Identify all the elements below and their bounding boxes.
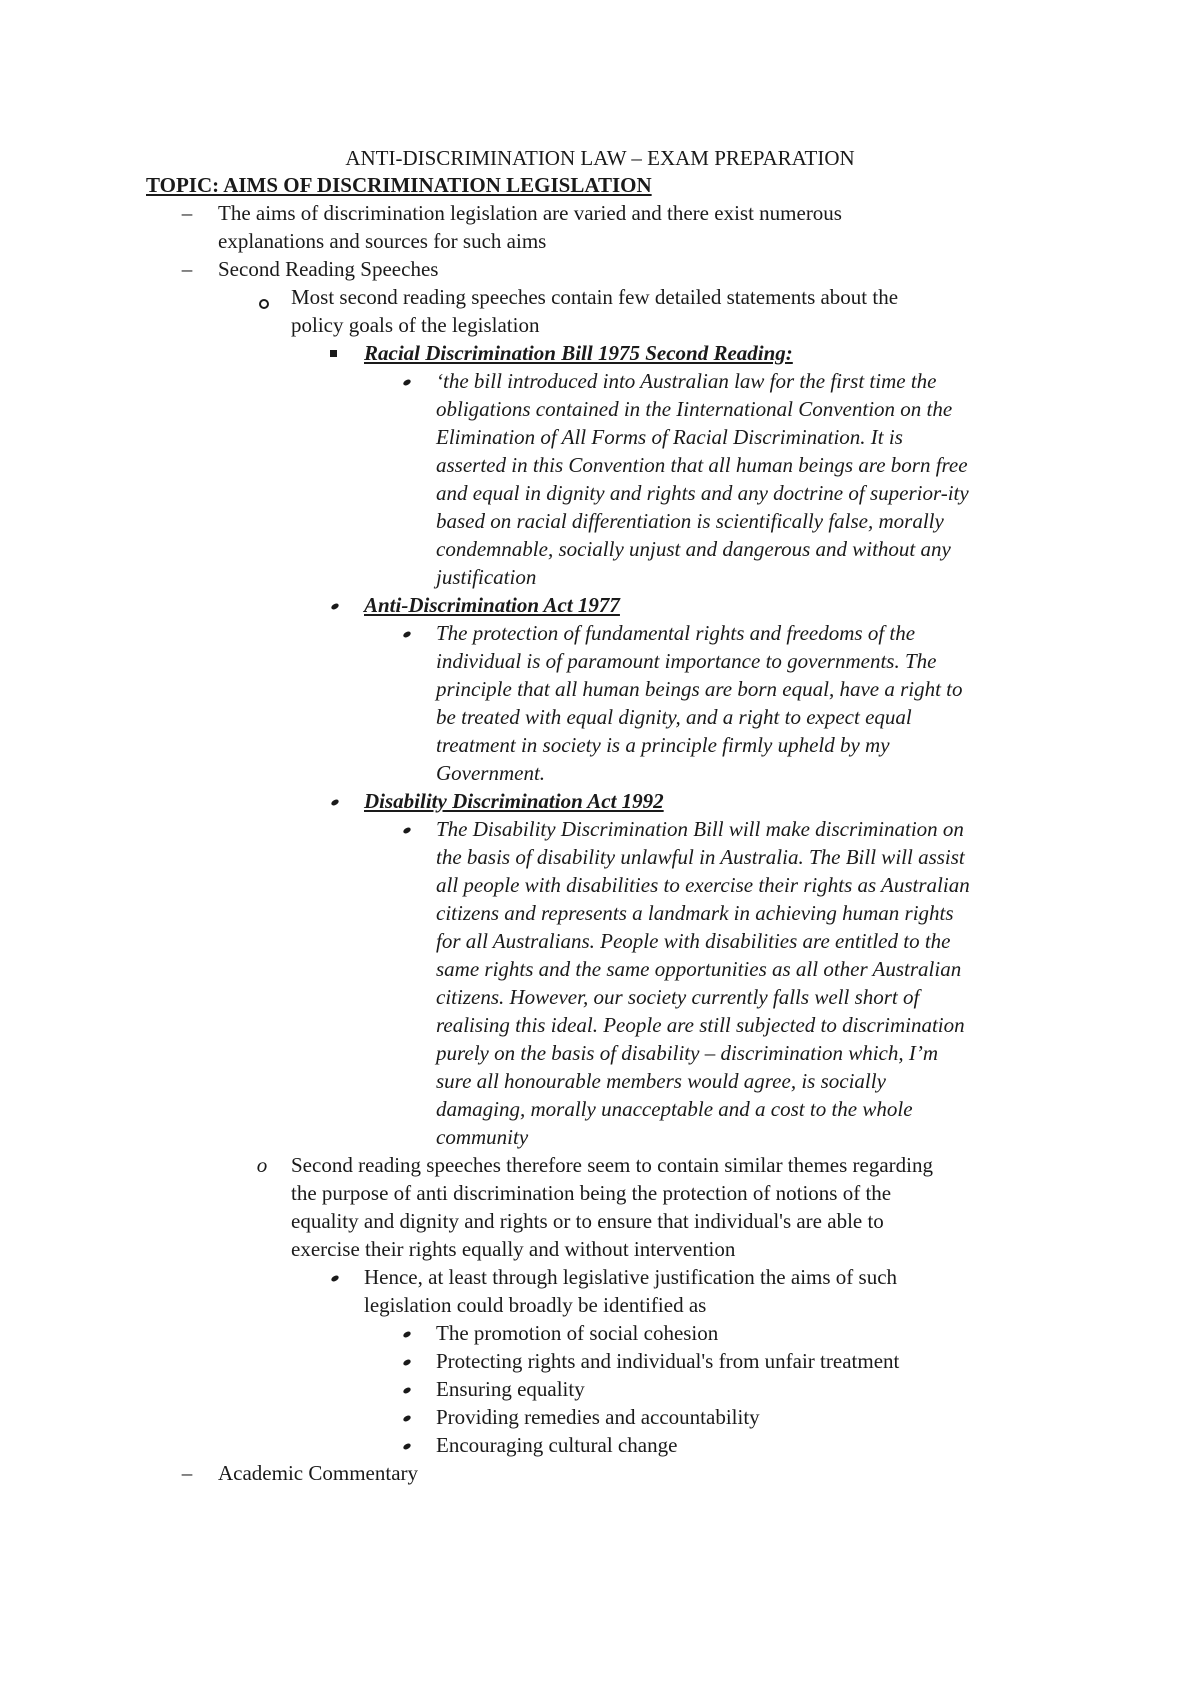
text-line: The aims of discrimination legislation are varied and there exist numerous [218,201,842,225]
text-line: Academic Commentary [218,1461,419,1485]
quote-line: treatment in society is a principle firmly upheld by my [436,733,890,757]
list-item: The promotion of social cohesion [436,1321,719,1345]
section-heading: Anti-Discrimination Act 1977 [364,593,620,617]
section-heading: Disability Discrimination Act 1992 [364,789,664,813]
quote-line: the basis of disability unlawful in Australia. The Bill will assist [436,845,965,869]
dash-bullet: – [181,201,193,225]
text-line: legislation could broadly be identified as [364,1293,707,1317]
quote-line: community [436,1125,529,1149]
quote-line: based on racial differentiation is scientifically false, morally [436,509,944,533]
text-line: explanations and sources for such aims [218,229,547,253]
quote-line: The protection of fundamental rights and freedoms of the [436,621,916,645]
o-bullet: o [256,1153,268,1177]
quote-line: obligations contained in the Iinternational Convention on the [436,397,953,421]
quote-line: purely on the basis of disability – discrimination which, I’m [436,1041,939,1065]
quote-line: damaging, morally unacceptable and a cost to the whole [436,1097,913,1121]
quote-line: principle that all human beings are born equal, have a right to [436,677,963,701]
quote-line: realising this ideal. People are still subjected to discrimination [436,1013,965,1037]
square-bullet-icon [330,350,337,357]
quote-line: condemnable, socially unjust and dangerous and without any [436,537,951,561]
text-line: equality and dignity and rights or to ensure that individual's are able to [291,1209,884,1233]
document-title: ANTI-DISCRIMINATION LAW – EXAM PREPARATION [345,146,855,170]
round-bullet-icon [330,1274,339,1282]
quote-line: individual is of paramount importance to governments. The [436,649,937,673]
circle-bullet-icon [259,299,269,309]
quote-line: for all Australians. People with disabilities are entitled to the [436,929,951,953]
quote-line: and equal in dignity and rights and any doctrine of superior-ity [436,481,969,505]
round-bullet-icon [402,1358,411,1366]
round-bullet-icon [402,826,411,834]
quote-line: The Disability Discrimination Bill will make discrimination on [436,817,964,841]
quote-line: citizens and represents a landmark in achieving human rights [436,901,954,925]
list-item: Protecting rights and individual's from unfair treatment [436,1349,900,1373]
dash-bullet: – [181,257,193,281]
quote-line: be treated with equal dignity, and a right to expect equal [436,705,912,729]
text-line: Hence, at least through legislative justification the aims of such [364,1265,898,1289]
quote-line: asserted in this Convention that all human beings are born free [436,453,968,477]
round-bullet-icon [402,1414,411,1422]
round-bullet-icon [402,630,411,638]
quote-line: justification [436,565,537,589]
text-line: Second Reading Speeches [218,257,439,281]
round-bullet-icon [330,602,339,610]
text-line: Second reading speeches therefore seem to contain similar themes regarding [291,1153,934,1177]
round-bullet-icon [402,1386,411,1394]
dash-bullet: – [181,1461,193,1485]
round-bullet-icon [402,1442,411,1450]
text-line: the purpose of anti discrimination being the protection of notions of the [291,1181,892,1205]
quote-line: Government. [436,761,546,785]
round-bullet-icon [402,1330,411,1338]
quote-line: Elimination of All Forms of Racial Discrimination. It is [436,425,903,449]
text-line: policy goals of the legislation [291,313,540,337]
round-bullet-icon [330,798,339,806]
round-bullet-icon [402,378,411,386]
topic-heading: TOPIC: AIMS OF DISCRIMINATION LEGISLATION [146,173,652,197]
text-line: exercise their rights equally and without intervention [291,1237,736,1261]
text-line: Most second reading speeches contain few detailed statements about the [291,285,899,309]
quote-line: citizens. However, our society currently falls well short of [436,985,920,1009]
quote-line: ‘the bill introduced into Australian law for the first time the [436,369,937,393]
quote-line: all people with disabilities to exercise their rights as Australian [436,873,970,897]
quote-line: sure all honourable members would agree, is socially [436,1069,886,1093]
quote-line: same rights and the same opportunities as all other Australian [436,957,962,981]
list-item: Providing remedies and accountability [436,1405,760,1429]
list-item: Ensuring equality [436,1377,585,1401]
list-item: Encouraging cultural change [436,1433,678,1457]
section-heading: Racial Discrimination Bill 1975 Second Reading: [364,341,793,365]
